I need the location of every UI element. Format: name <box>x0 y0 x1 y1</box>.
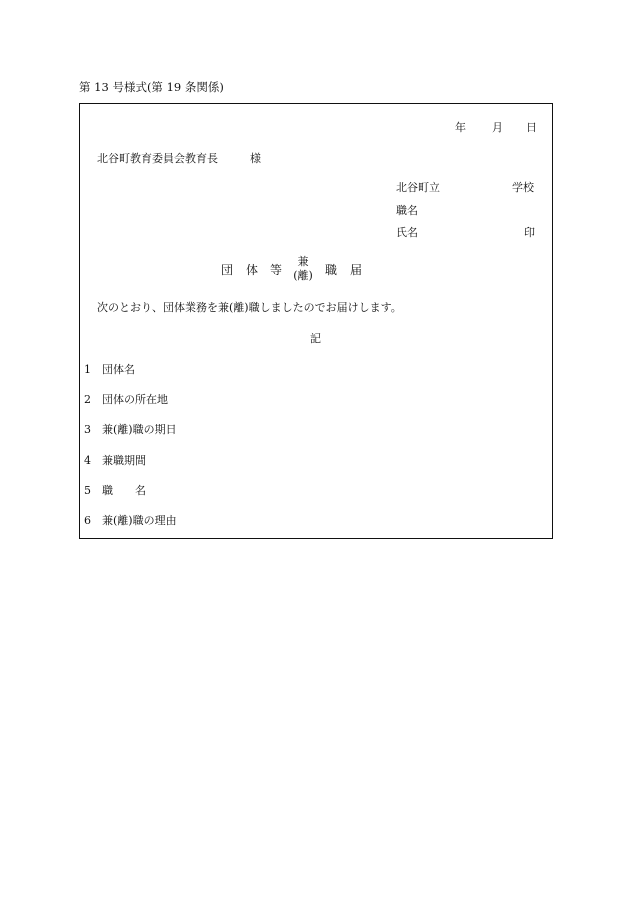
item-5-label: 職 名 <box>102 484 146 497</box>
title-stack-top: 兼 <box>297 255 309 268</box>
name-label: 氏名 <box>396 226 418 239</box>
title-char-5: 届 <box>350 263 363 277</box>
item-2-label: 団体の所在地 <box>102 393 168 406</box>
date-day-label: 日 <box>526 121 537 134</box>
school-suffix: 学校 <box>512 181 534 194</box>
title-char-3: 等 <box>270 263 283 277</box>
item-6-label: 兼(離)職の理由 <box>102 514 177 527</box>
item-4-label: 兼職期間 <box>102 454 146 467</box>
form-number: 第 13 号様式(第 19 条関係) <box>79 80 224 94</box>
position-label: 職名 <box>396 204 418 217</box>
addressee-name: 北谷町教育委員会教育長 <box>97 152 218 165</box>
date-year-label: 年 <box>455 121 466 134</box>
title-stack-bottom: (離) <box>293 269 313 282</box>
title-char-2: 体 <box>246 263 259 277</box>
item-1-label: 団体名 <box>102 363 135 376</box>
item-4-number: 4 <box>84 454 91 467</box>
item-3-label: 兼(離)職の期日 <box>102 423 177 436</box>
item-5-number: 5 <box>84 484 91 497</box>
item-3-number: 3 <box>84 423 91 436</box>
title-char-4: 職 <box>325 263 338 277</box>
record-heading: 記 <box>310 332 321 345</box>
school-prefix: 北谷町立 <box>396 181 440 194</box>
date-month-label: 月 <box>492 121 503 134</box>
item-6-number: 6 <box>84 514 91 527</box>
title-char-1: 団 <box>221 263 234 277</box>
seal-label: 印 <box>524 226 535 239</box>
body-text: 次のとおり、団体業務を兼(離)職しましたのでお届けします。 <box>97 301 402 314</box>
form-frame <box>79 103 553 539</box>
item-2-number: 2 <box>84 393 91 406</box>
item-1-number: 1 <box>84 363 91 376</box>
addressee-honorific: 様 <box>250 152 261 165</box>
